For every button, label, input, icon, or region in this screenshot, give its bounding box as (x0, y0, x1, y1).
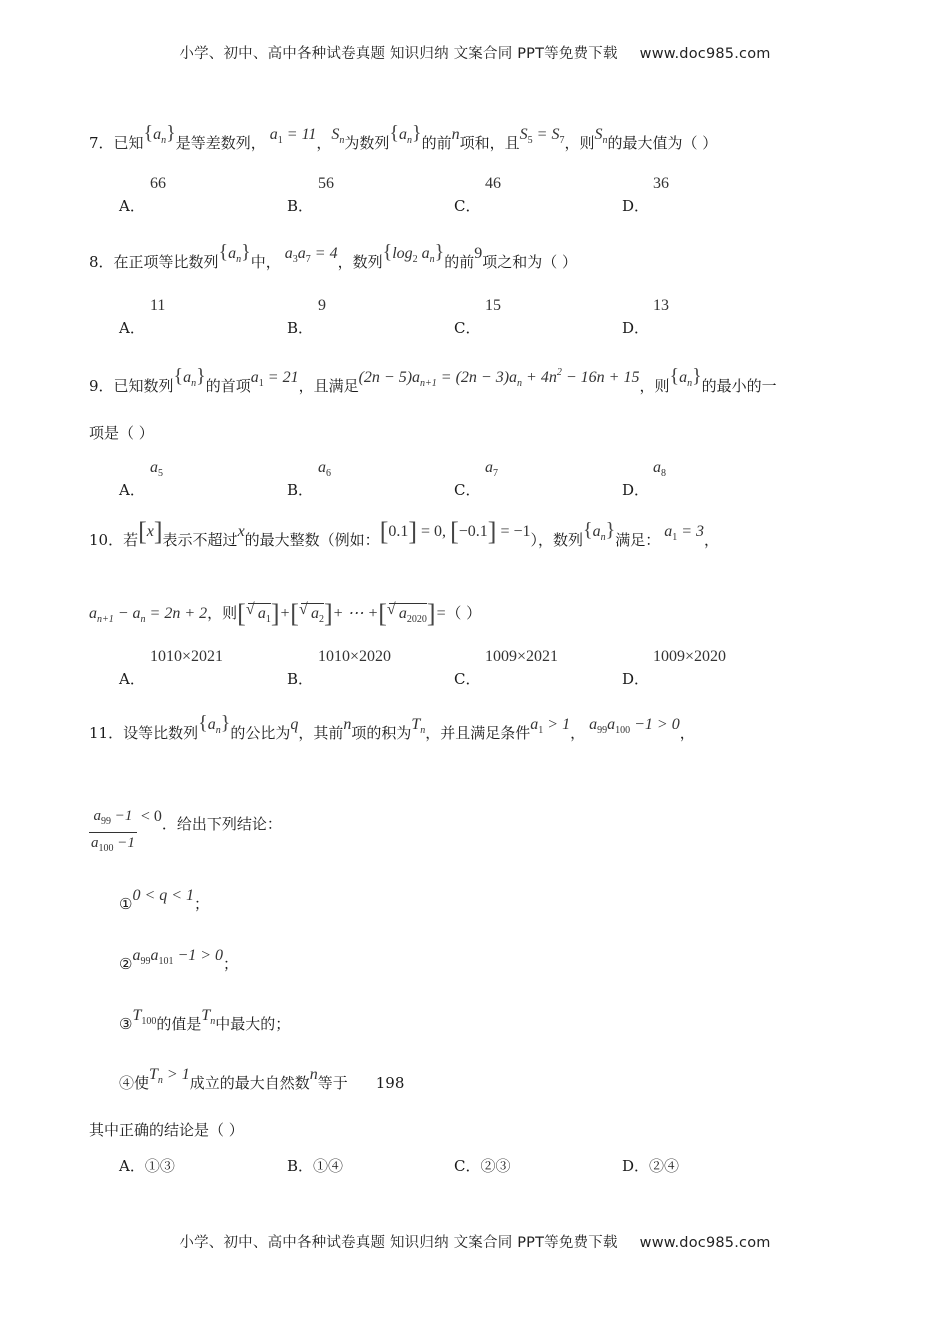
q11-prompt: 其中正确的结论是（ ） (89, 1121, 244, 1139)
q11-option-c[interactable]: C．②③ (454, 1157, 511, 1175)
header-url[interactable]: www.doc985.com (639, 46, 771, 62)
q7-options: A． 66 B． 56 C． 46 D． 36 (119, 175, 669, 215)
question-10: 10．若[x]表示不超过x的最大整数（例如：[0.1] = 0, [−0.1] = −1），数列$\{a_n\}$满足： $a_1 = 3$， (89, 517, 720, 549)
conclusion-4: ④使$T_n > 1$成立的最大自然数n等于 198 (119, 1066, 405, 1092)
q7-number: 7．已知 (89, 134, 144, 152)
q9-options: A． $a_5$ B． $a_6$ C． $a_7$ D． $a_8$ (119, 459, 666, 499)
question-11-line2: $\frac{a_{99} -1}{a_{100} -1}$ < 0．给出下列结论： (91, 808, 282, 854)
q11-options (119, 1155, 839, 1177)
footer-text: 小学、初中、高中各种试卷真题 知识归纳 文案合同 PPT等免费下载 (179, 1235, 618, 1251)
q11-option-a[interactable]: A．①③ (119, 1157, 175, 1175)
q11-option-d[interactable]: D．②④ (622, 1157, 680, 1175)
footer-url[interactable]: www.doc985.com (639, 1235, 771, 1251)
q8-number: 8．在正项等比数列 (89, 253, 219, 271)
q9-number: 9．已知数列 (89, 377, 174, 395)
q8-options: A． 11 B． 9 C． 15 D． 13 (119, 297, 669, 337)
header-banner (0, 42, 950, 63)
question-9-line2: 项是（ ） (89, 424, 154, 442)
question-8: 8．在正项等比数列$\{a_n\}$中， $a_3a_7 = 4$，数列{$\log_2$ $a_n$}的前9项之和为（ ） (89, 241, 578, 271)
q11-number: 11．设等比数列 (89, 724, 199, 742)
question-7: 7．已知$\{a_n\}$是等差数列， $a_1 = 11$，$S_n$为数列$\{a_n\}$的前n项和，且$S_5 = S_7$，则$S_n$的最大值为（ ） (89, 122, 718, 152)
question-9: 9．已知数列$\{a_n\}$的首项$a_1 = 21$，且满足$(2n - 5)a_{n+1} = (2n - 3)a_n + 4n^2 - 16n + 15$，则$\{a_n\}$的最小的一 (89, 365, 777, 395)
q11-option-b[interactable]: B．①④ (287, 1157, 344, 1175)
question-10-line2: $a_{n+1} - a_n = 2n + 2$，则[√ $a_1]+[√$ $a_2]+$ ⋯ +[√ $a_{2020}]=$（ ） (89, 603, 481, 630)
conclusion-2: $②a_{99}a_{101} -1 > 0$； (119, 947, 239, 973)
header-text: 小学、初中、高中各种试卷真题 知识归纳 文案合同 PPT等免费下载 (179, 46, 618, 62)
conclusion-3: $③T_{100}$的值是$T_n$中最大的； (119, 1007, 291, 1033)
q10-number: 10．若 (89, 531, 139, 549)
conclusion-1: ①0 < q < 1； (119, 887, 210, 913)
footer-banner (0, 1231, 950, 1252)
q10-options: A． 1010×2021 B． 1010×2020 C． 1009×2021 D． 1009×2020 (119, 648, 727, 688)
question-11: 11．设等比数列$\{a_n\}$的公比为q，其前n项的积为$T_n$，并且满足条件$a_1 > 1$， $a_{99}a_{100} -1 > 0$， (89, 712, 695, 742)
